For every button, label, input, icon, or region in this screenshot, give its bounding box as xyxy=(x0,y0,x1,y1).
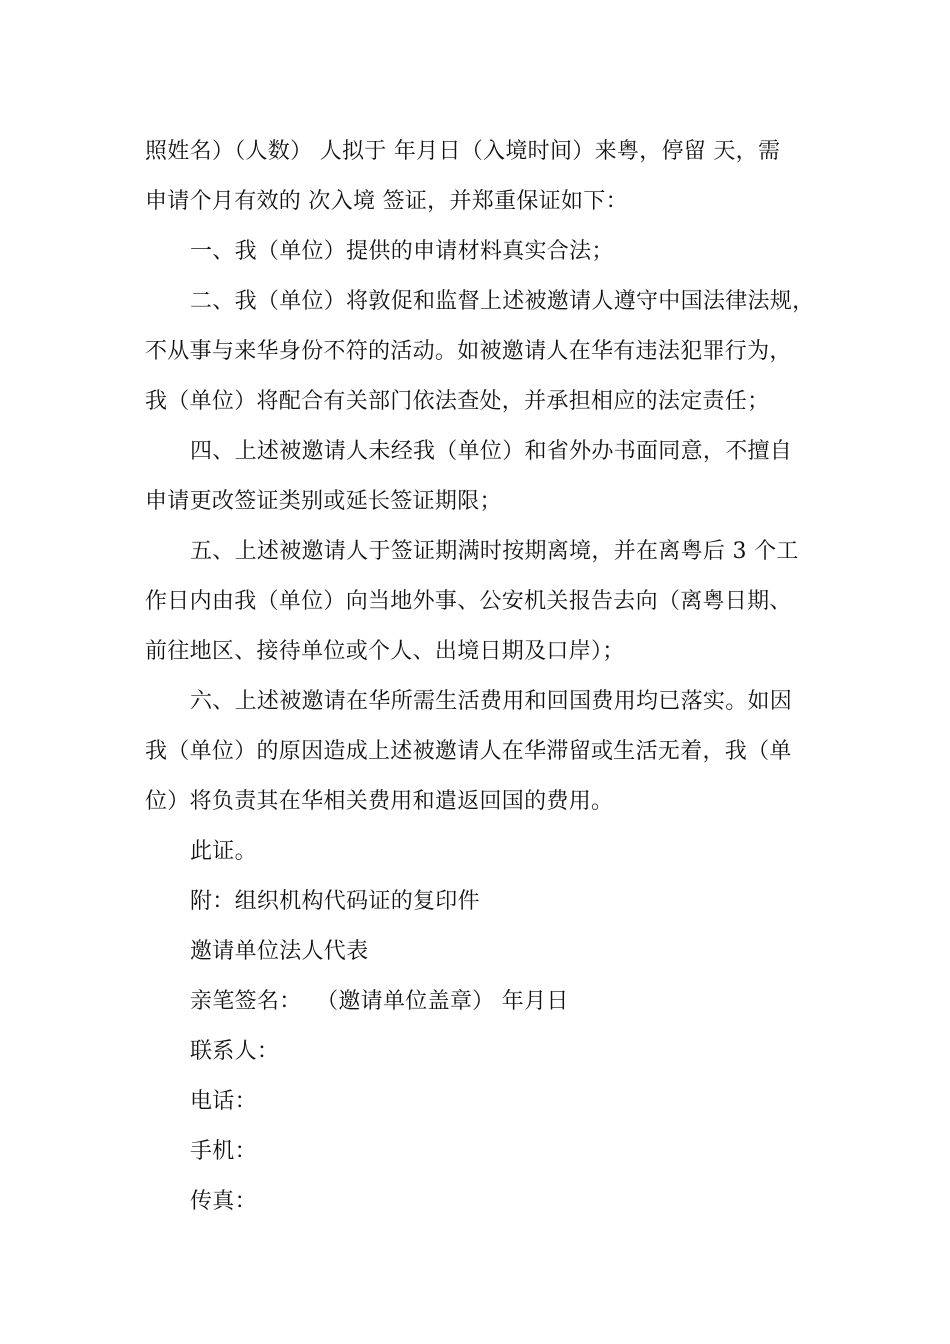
paragraph-line: 申请个月有效的 次入境 签证，并郑重保证如下： xyxy=(145,189,628,214)
paragraph-line: 一、我（单位）提供的申请材料真实合法； xyxy=(190,239,614,264)
paragraph-line: 申请更改签证类别或延长签证期限； xyxy=(145,489,502,514)
attachment-note: 附：组织机构代码证的复印件 xyxy=(190,889,480,914)
paragraph-line: 照姓名）（人数） 人拟于 年月日（入境时间）来粤，停留 天，需 xyxy=(145,139,781,164)
paragraph-line: 我（单位）的原因造成上述被邀请人在华滞留或生活无着，我（单 xyxy=(145,739,792,764)
signatory-label: 邀请单位法人代表 xyxy=(190,939,369,964)
phone-label: 电话： xyxy=(190,1089,257,1114)
paragraph-line: 二、我（单位）将敦促和监督上述被邀请人遵守中国法律法规， xyxy=(190,289,815,314)
paragraph-line: 五、上述被邀请人于签证期满时按期离境，并在离粤后 3 个工 xyxy=(190,539,799,564)
fax-label: 传真： xyxy=(190,1189,257,1214)
paragraph-line: 作日内由我（单位）向当地外事、公安机关报告去向（离粤日期、 xyxy=(145,589,792,614)
paragraph-line: 六、上述被邀请在华所需生活费用和回国费用均已落实。如因 xyxy=(190,689,793,714)
signature-line: 亲笔签名： （邀请单位盖章） 年月日 xyxy=(190,989,569,1014)
mobile-label: 手机： xyxy=(190,1139,257,1164)
contact-person-label: 联系人： xyxy=(190,1039,280,1064)
paragraph-line: 不从事与来华身份不符的活动。如被邀请人在华有违法犯罪行为， xyxy=(145,339,792,364)
paragraph-line: 四、上述被邀请人未经我（单位）和省外办书面同意，不擅自 xyxy=(190,439,793,464)
paragraph-line: 位）将负责其在华相关费用和遣返回国的费用。 xyxy=(145,789,614,814)
closing-line: 此证。 xyxy=(190,839,257,864)
paragraph-line: 前往地区、接待单位或个人、出境日期及口岸）； xyxy=(145,639,625,664)
paragraph-line: 我（单位）将配合有关部门依法查处，并承担相应的法定责任； xyxy=(145,389,770,414)
